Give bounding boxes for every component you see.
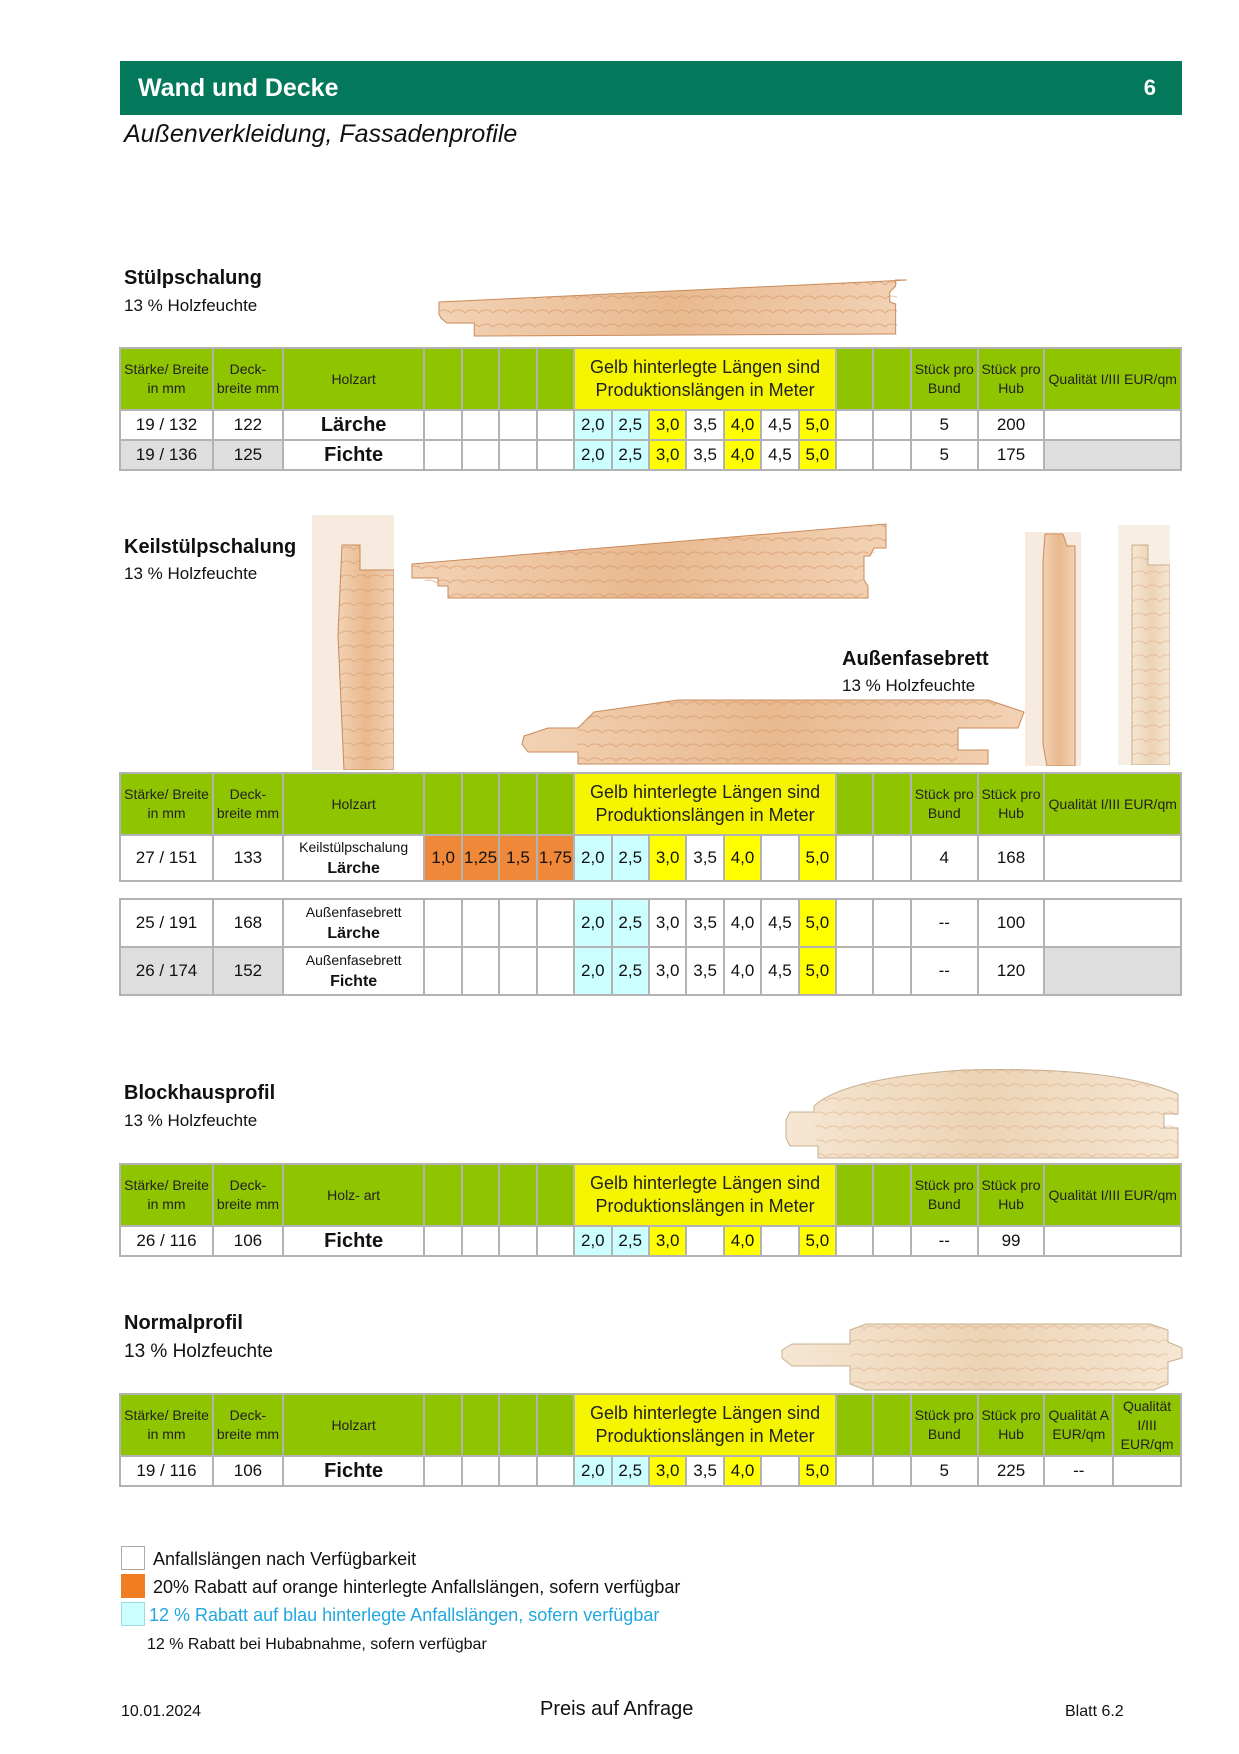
cell-length [537,1456,574,1486]
table-row [120,410,1181,440]
cell-length [761,1456,798,1486]
col-header-staerke: Stärke/ Breite in mm [120,773,213,835]
col-header-deckbreite: Deck- breite mm [213,348,283,410]
table-aussenfasebrett [119,898,1182,996]
cell-deckbreite: 125 [213,440,283,470]
section-title-stuelpschalung: Stülpschalung [124,267,262,289]
cell-length [499,440,536,470]
cell-length: 4,0 [724,947,761,995]
cell-length: 2,5 [612,440,649,470]
cell-length [836,440,873,470]
cell-length [424,1456,461,1486]
col-header-stueck-hub: Stück pro Hub [978,773,1045,835]
cell-length: 2,5 [612,835,649,881]
cell-length: 2,0 [574,899,611,947]
cell-length: 4,0 [724,440,761,470]
cell-qualitaet-1-3 [1113,1456,1181,1486]
footer-date: 10.01.2024 [121,1703,202,1720]
table-row [120,899,1181,947]
cell-length [761,1226,798,1256]
cell-length: 3,0 [649,1456,686,1486]
cell-length: 3,0 [649,899,686,947]
cell-length: 3,0 [649,947,686,995]
col-header-stueck-bund: Stück pro Bund [911,348,978,410]
cell-holzart: Fichte [283,1226,425,1256]
table-keilstuelpschalung [119,772,1182,882]
col-header-qualitaet: Qualität I/III EUR/qm [1044,773,1181,835]
col-header-stueck-bund: Stück pro Bund [911,1394,978,1456]
table-normalprofil [119,1393,1182,1487]
section-title-blockhausprofil: Blockhausprofil [124,1082,276,1104]
cell-length: 3,5 [686,410,723,440]
page-title: Wand und Decke [138,74,339,102]
cell-length: 1,5 [499,835,536,881]
col-header-qualitaet: Qualität I/III EUR/qm [1044,1164,1181,1226]
col-header-note: Gelb hinterlegte Längen sind Produktionslängen in Meter [574,1394,836,1456]
stuelpschalung-profile-image [437,278,907,340]
cell-qualitaet [1044,1226,1181,1256]
section-moisture-stuelpschalung: 13 % Holzfeuchte [124,296,258,315]
holzart-wood: Lärche [327,860,380,877]
cell-length [873,947,910,995]
cell-stueck-hub: 225 [978,1456,1045,1486]
cell-length: 4,0 [724,1226,761,1256]
cell-holzart: Lärche [283,410,425,440]
cell-deckbreite: 152 [213,947,283,995]
cell-length [537,947,574,995]
page-number: 6 [1143,75,1156,100]
col-header-deckbreite: Deck- breite mm [213,1394,283,1456]
cell-length [462,899,499,947]
cell-length [462,410,499,440]
cell-length [499,410,536,440]
col-header-staerke: Stärke/ Breite in mm [120,1394,213,1456]
col-header-qualitaet: Qualität I/III EUR/qm [1044,348,1181,410]
cell-length [424,947,461,995]
cell-stueck-hub: 175 [978,440,1045,470]
cell-length: 2,0 [574,835,611,881]
legend-text-blue: 12 % Rabatt auf blau hinterlegte Anfallslängen, sofern verfügbar [149,1605,660,1625]
col-header-qualitaet-1-3: Qualität I/III EUR/qm [1113,1394,1181,1456]
cell-holzart [283,947,425,995]
cell-length [499,947,536,995]
footer-sheet: Blatt 6.2 [1065,1703,1124,1720]
table-row [120,440,1181,470]
cell-length [873,1226,910,1256]
table-stuelpschalung [119,347,1182,471]
cell-length: 2,5 [612,1456,649,1486]
cell-length [873,835,910,881]
cell-qualitaet [1044,410,1181,440]
cell-length [462,440,499,470]
cell-holzart [283,899,425,947]
cell-length [686,1226,723,1256]
keilstuelpschalung-vertical-image [312,515,394,770]
cell-length [462,947,499,995]
keilstuelpschalung-profile-image [408,520,892,600]
holzart-wood: Fichte [330,973,378,990]
section-title-normalprofil: Normalprofil [124,1312,243,1334]
cell-staerke: 19 / 116 [120,1456,213,1486]
col-header-deckbreite: Deck- breite mm [213,1164,283,1226]
cell-length [873,410,910,440]
table-row [120,947,1181,995]
cell-deckbreite: 133 [213,835,283,881]
cell-holzart: Fichte [283,1456,425,1486]
cell-stueck-bund: 5 [911,440,978,470]
cell-length: 3,5 [686,1456,723,1486]
cell-length: 2,0 [574,947,611,995]
cell-length [836,947,873,995]
cell-length [537,410,574,440]
cell-staerke: 26 / 116 [120,1226,213,1256]
cell-length: 3,5 [686,947,723,995]
cell-deckbreite: 106 [213,1226,283,1256]
cell-length: 3,0 [649,1226,686,1256]
col-header-stueck-hub: Stück pro Hub [978,1394,1045,1456]
cell-length: 3,0 [649,835,686,881]
blockhausprofil-profile-image [784,1066,1184,1160]
cell-length: 1,0 [424,835,461,881]
section-moisture-keilstuelpschalung: 13 % Holzfeuchte [124,564,258,583]
cell-qualitaet [1044,440,1181,470]
cell-stueck-bund: -- [911,899,978,947]
cell-length: 2,0 [574,410,611,440]
cell-stueck-hub: 100 [978,899,1045,947]
col-header-note: Gelb hinterlegte Längen sind Produktionslängen in Meter [574,1164,836,1226]
table-blockhausprofil [119,1163,1182,1257]
cell-length: 4,0 [724,899,761,947]
cell-length: 4,5 [761,899,798,947]
cell-length [462,1226,499,1256]
table-row [120,835,1181,881]
cell-holzart [283,835,425,881]
table-row [120,1226,1181,1256]
cell-staerke: 26 / 174 [120,947,213,995]
cell-length [873,1456,910,1486]
normalprofil-profile-image [780,1322,1184,1392]
aussenfasebrett-vertical-image-2 [1118,525,1170,765]
cell-length: 2,5 [612,899,649,947]
cell-length [537,440,574,470]
cell-length [424,440,461,470]
legend-text-orange: 20% Rabatt auf orange hinterlegte Anfallslängen, sofern verfügbar [153,1577,681,1597]
cell-deckbreite: 122 [213,410,283,440]
cell-length: 5,0 [799,835,836,881]
footer-price-note: Preis auf Anfrage [540,1698,694,1720]
cell-length: 5,0 [799,899,836,947]
cell-holzart: Fichte [283,440,425,470]
cell-length [836,1456,873,1486]
holzart-product: Außenfasebrett [305,904,402,920]
cell-length [537,1226,574,1256]
holzart-product: Außenfasebrett [305,952,402,968]
cell-stueck-hub: 168 [978,835,1045,881]
cell-length [537,899,574,947]
cell-deckbreite: 106 [213,1456,283,1486]
col-header-holzart: Holzart [283,1394,425,1456]
cell-length: 1,25 [462,835,499,881]
cell-stueck-bund: -- [911,1226,978,1256]
cell-length: 3,0 [649,410,686,440]
cell-length [873,899,910,947]
cell-length: 4,0 [724,410,761,440]
section-moisture-normalprofil: 13 % Holzfeuchte [124,1341,273,1362]
holzart-wood: Lärche [327,925,380,942]
col-header-stueck-hub: Stück pro Hub [978,1164,1045,1226]
cell-length [761,835,798,881]
section-title-aussenfasebrett: Außenfasebrett [842,648,989,670]
section-title-keilstuelpschalung: Keilstülpschalung [124,536,297,558]
page-header [120,61,1182,115]
cell-length [424,1226,461,1256]
cell-staerke: 25 / 191 [120,899,213,947]
cell-length: 3,5 [686,835,723,881]
cell-stueck-bund: 4 [911,835,978,881]
cell-length: 1,75 [537,835,574,881]
aussenfasebrett-vertical-image-1 [1025,532,1081,766]
cell-length: 3,5 [686,899,723,947]
cell-staerke: 19 / 136 [120,440,213,470]
section-moisture-aussenfasebrett: 13 % Holzfeuchte [842,676,976,695]
cell-length [836,835,873,881]
col-header-holzart: Holz- art [283,1164,425,1226]
col-header-stueck-bund: Stück pro Bund [911,1164,978,1226]
cell-length: 5,0 [799,947,836,995]
cell-stueck-hub: 120 [978,947,1045,995]
page-subtitle: Außenverkleidung, Fassadenprofile [124,120,518,148]
col-header-note: Gelb hinterlegte Längen sind Produktionslängen in Meter [574,773,836,835]
cell-length: 2,5 [612,947,649,995]
cell-qualitaet [1044,947,1181,995]
cell-stueck-hub: 200 [978,410,1045,440]
cell-length [836,1226,873,1256]
cell-length: 2,0 [574,1226,611,1256]
cell-stueck-hub: 99 [978,1226,1045,1256]
cell-length [424,410,461,440]
section-moisture-blockhausprofil: 13 % Holzfeuchte [124,1111,258,1130]
col-header-note: Gelb hinterlegte Längen sind Produktionslängen in Meter [574,348,836,410]
cell-length: 2,5 [612,410,649,440]
cell-length: 2,0 [574,440,611,470]
cell-length [836,410,873,440]
cell-qualitaet-a: -- [1044,1456,1113,1486]
cell-length [499,899,536,947]
cell-length [499,1226,536,1256]
cell-length [499,1456,536,1486]
legend-swatch-orange [121,1574,145,1598]
cell-length: 2,5 [612,1226,649,1256]
cell-qualitaet [1044,835,1181,881]
col-header-holzart: Holzart [283,348,425,410]
cell-length: 4,0 [724,835,761,881]
table-row [120,1456,1181,1486]
cell-length [424,899,461,947]
cell-length [873,440,910,470]
col-header-qualitaet-a: Qualität A EUR/qm [1044,1394,1113,1456]
cell-length: 3,0 [649,440,686,470]
cell-length: 4,5 [761,440,798,470]
legend-note: 12 % Rabatt bei Hubabnahme, sofern verfügbar [147,1636,487,1653]
cell-length [836,899,873,947]
col-header-staerke: Stärke/ Breite in mm [120,348,213,410]
cell-length: 4,5 [761,947,798,995]
legend-text-white: Anfallslängen nach Verfügbarkeit [153,1549,417,1569]
cell-length: 2,0 [574,1456,611,1486]
cell-length: 4,0 [724,1456,761,1486]
legend-swatch-blue [121,1602,145,1626]
col-header-deckbreite: Deck- breite mm [213,773,283,835]
cell-length [462,1456,499,1486]
cell-staerke: 19 / 132 [120,410,213,440]
cell-length: 5,0 [799,1456,836,1486]
cell-length: 5,0 [799,440,836,470]
col-header-stueck-hub: Stück pro Hub [978,348,1045,410]
holzart-product: Keilstülpschalung [299,839,409,855]
cell-length: 3,5 [686,440,723,470]
col-header-stueck-bund: Stück pro Bund [911,773,978,835]
cell-stueck-bund: -- [911,947,978,995]
col-header-holzart: Holzart [283,773,425,835]
aussenfasebrett-profile-image [518,698,1030,766]
col-header-staerke: Stärke/ Breite in mm [120,1164,213,1226]
cell-staerke: 27 / 151 [120,835,213,881]
cell-stueck-bund: 5 [911,1456,978,1486]
cell-length: 5,0 [799,410,836,440]
legend-swatch-white [121,1546,145,1570]
cell-length: 5,0 [799,1226,836,1256]
cell-qualitaet [1044,899,1181,947]
cell-deckbreite: 168 [213,899,283,947]
cell-stueck-bund: 5 [911,410,978,440]
cell-length: 4,5 [761,410,798,440]
